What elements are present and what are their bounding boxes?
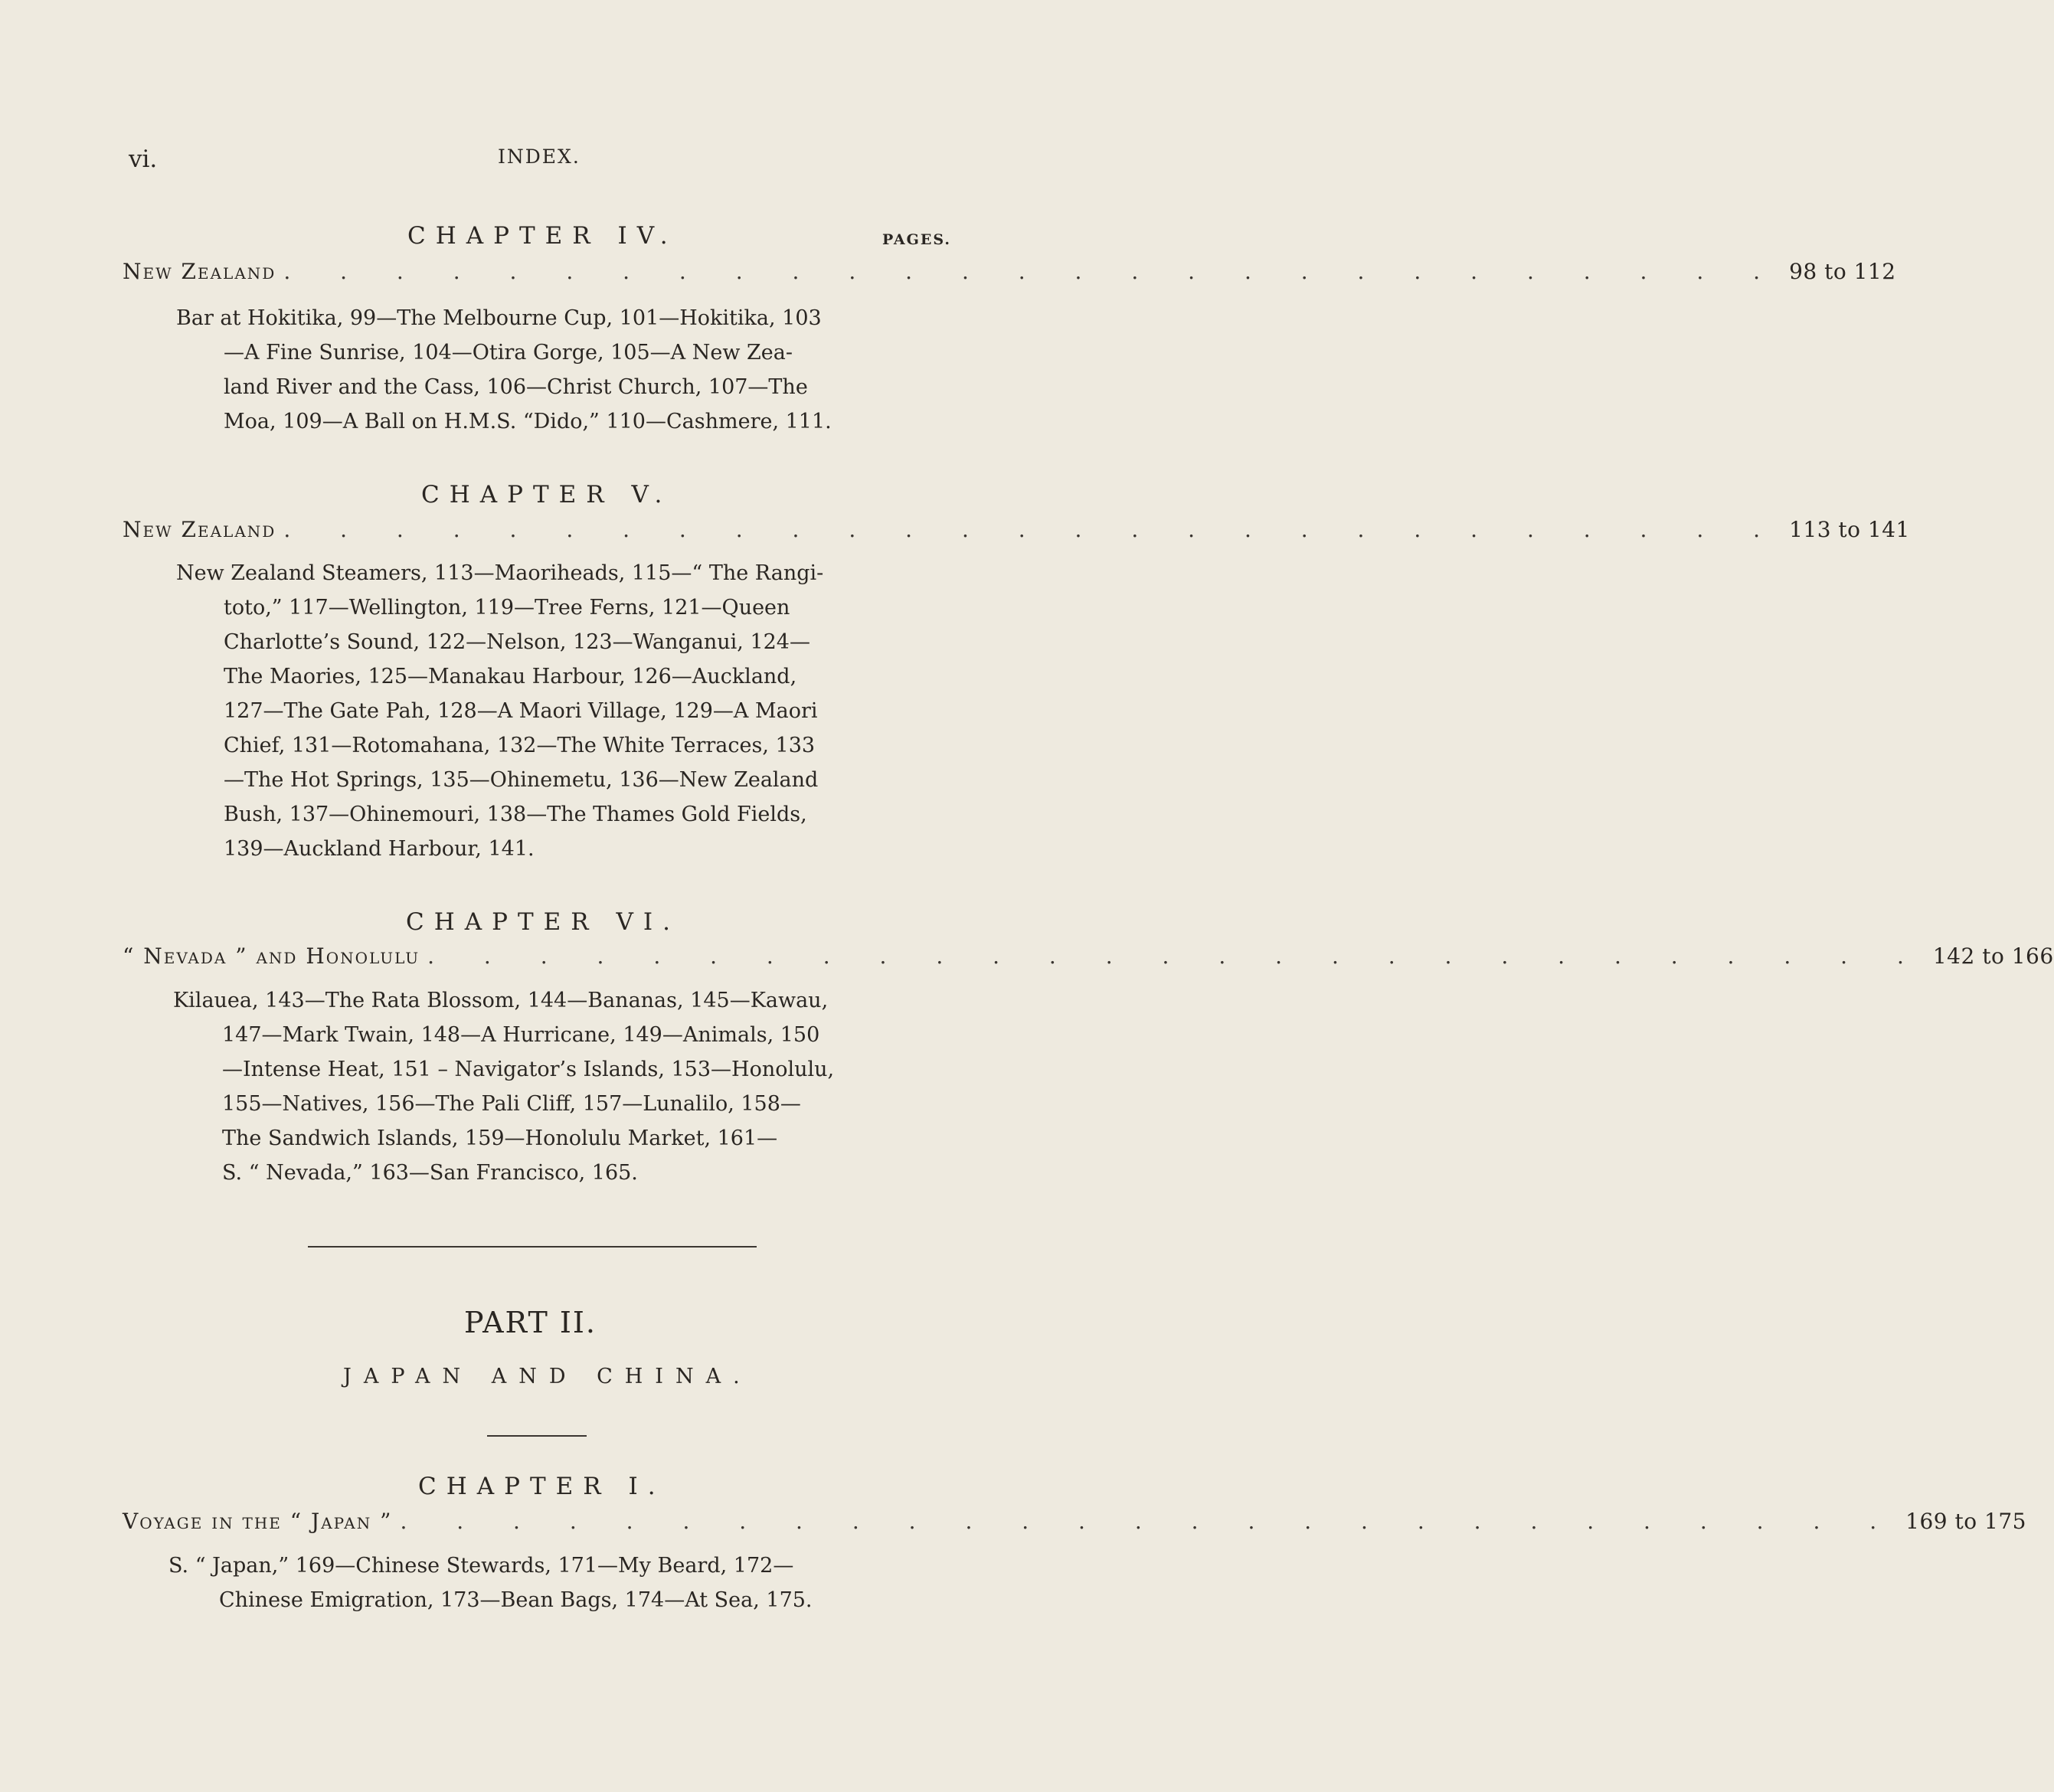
chapter-title: New Zealand [123, 517, 276, 542]
leader-dots: . . . . . . . . . . . . . . . . . . . . . . . . . . . [283, 517, 1782, 542]
leader-dots: . . . . . . . . . . . . . . . . . . . . . . . . . . . [427, 943, 1925, 969]
leader-dots: . . . . . . . . . . . . . . . . . . . . . . . . . . . [400, 1509, 1899, 1534]
summary-line: Chinese Emigration, 173—Bean Bags, 174—At Sea, 175. [219, 1588, 813, 1612]
summary-line: Chief, 131—Rotomahana, 132—The White Terraces, 133 [224, 734, 816, 757]
summary-line: toto,” 117—Wellington, 119—Tree Ferns, 121—Queen [224, 596, 790, 620]
chapter-title: “ Nevada ” and Honolulu [123, 943, 420, 969]
chapter-summary [176, 556, 823, 866]
summary-line: Bush, 137—Ohinemouri, 138—The Thames Gold Fields, [224, 803, 807, 826]
summary-line: 147—Mark Twain, 148—A Hurricane, 149—Animals, 150 [222, 1023, 820, 1047]
chapter-heading: CHAPTER IV. [407, 222, 678, 250]
summary-line: S. “ Japan,” 169—Chinese Stewards, 171—My Beard, 172— [168, 1554, 794, 1578]
chapter-heading: CHAPTER V. [421, 481, 672, 508]
summary-line: —A Fine Sunrise, 104—Otira Gorge, 105—A New Zea- [224, 341, 793, 365]
page-folio: vi. [129, 146, 158, 173]
summary-line: Charlotte’s Sound, 122—Nelson, 123—Wanganui, 124— [224, 630, 810, 654]
chapter-entry [123, 517, 1910, 542]
page-range: 142 to 166 [1932, 943, 2054, 969]
chapter-title: Voyage in the “ Japan ” [123, 1509, 393, 1534]
summary-line: 127—The Gate Pah, 128—A Maori Village, 129—A Maori [224, 699, 818, 723]
part-subtitle: JAPAN AND CHINA. [343, 1365, 752, 1388]
chapter-heading: CHAPTER I. [418, 1473, 666, 1500]
summary-line: The Maories, 125—Manakau Harbour, 126—Auckland, [224, 665, 797, 688]
page-range: 98 to 112 [1789, 259, 1896, 284]
chapter-summary [176, 301, 832, 439]
chapter-entry [123, 259, 1896, 284]
leader-dots: . . . . . . . . . . . . . . . . . . . . . . . . . . . [283, 259, 1782, 284]
summary-line: 155—Natives, 156—The Pali Cliff, 157—Lunalilo, 158— [222, 1092, 801, 1116]
summary-line: The Sandwich Islands, 159—Honolulu Market, 161— [222, 1127, 778, 1150]
summary-line: Bar at Hokitika, 99—The Melbourne Cup, 101—Hokitika, 103 [176, 306, 822, 330]
section-divider [308, 1246, 757, 1248]
short-divider [487, 1435, 587, 1437]
chapter-summary [173, 983, 834, 1190]
summary-line: New Zealand Steamers, 113—Maoriheads, 115—“ The Rangi- [176, 561, 824, 585]
summary-line: Moa, 109—A Ball on H.M.S. “Dido,” 110—Cashmere, 111. [224, 410, 832, 433]
chapter-title: New Zealand [123, 259, 276, 284]
chapter-entry [123, 1509, 2026, 1534]
chapter-heading: CHAPTER VI. [406, 908, 680, 936]
summary-line: —The Hot Springs, 135—Ohinemetu, 136—New Zealand [224, 768, 819, 792]
page-range: 169 to 175 [1905, 1509, 2026, 1534]
summary-line: Kilauea, 143—The Rata Blossom, 144—Bananas, 145—Kawau, [173, 989, 829, 1012]
part-title: PART II. [464, 1306, 597, 1339]
summary-line: S. “ Nevada,” 163—San Francisco, 165. [222, 1161, 638, 1185]
summary-line: land River and the Cass, 106—Christ Church, 107—The [224, 375, 808, 399]
summary-line: —Intense Heat, 151 – Navigator’s Islands, 153—Honolulu, [222, 1058, 835, 1081]
pages-column-label: PAGES. [882, 231, 952, 248]
chapter-entry [123, 943, 2054, 969]
running-title: INDEX. [498, 146, 581, 168]
page-range: 113 to 141 [1789, 517, 1910, 542]
chapter-summary [168, 1548, 813, 1617]
summary-line: 139—Auckland Harbour, 141. [224, 837, 535, 861]
